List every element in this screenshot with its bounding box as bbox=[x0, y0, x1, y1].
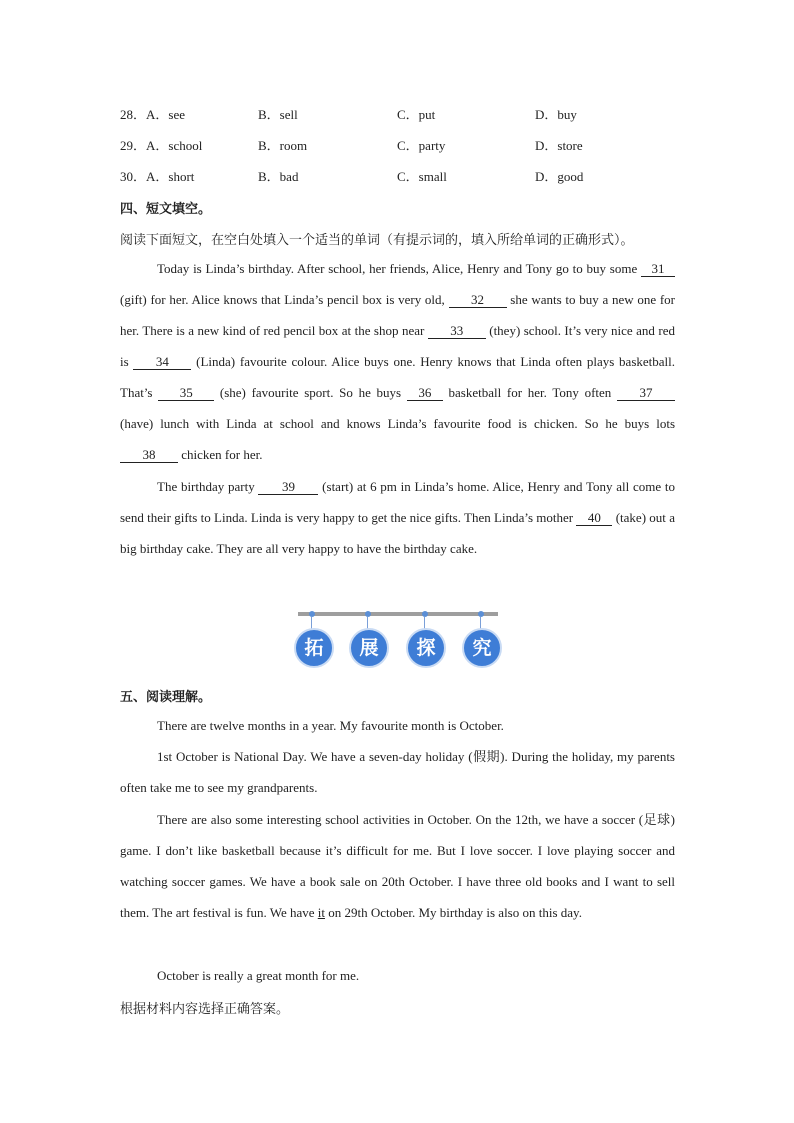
reading-paragraph-3 bbox=[120, 804, 675, 928]
reading-paragraph-2: 1st October is National Day. We have a seven-day holiday (假期). During the holiday, my parents often take me to see my grandparents. bbox=[120, 749, 675, 795]
banner-char-2: 展 bbox=[349, 628, 389, 668]
option-d[interactable]: D．good bbox=[535, 169, 584, 184]
option-b[interactable]: B．bad bbox=[258, 169, 299, 184]
passage-text: basketball for her. Tony often bbox=[442, 385, 618, 400]
section-5-heading: 五、阅读理解。 bbox=[120, 690, 212, 705]
banner-dot bbox=[365, 611, 371, 617]
section-4-instruction: 阅读下面短文，在空白处填入一个适当的单词（有提示词的，填入所给单词的正确形式）。 bbox=[120, 233, 634, 248]
option-a[interactable]: A．school bbox=[146, 138, 203, 153]
passage-text: (she) favourite sport. So he buys bbox=[214, 385, 407, 400]
blank-35[interactable]: 35 bbox=[158, 385, 214, 401]
passage-text: Today is Linda’s birthday. After school, her friends, Alice, Henry and Tony go to buy some bbox=[157, 261, 641, 276]
blank-33[interactable]: 33 bbox=[428, 323, 486, 339]
blank-38[interactable]: 38 bbox=[120, 447, 178, 463]
blank-39[interactable]: 39 bbox=[258, 479, 318, 495]
option-a[interactable]: A．see bbox=[146, 107, 185, 122]
passage-text: (they) school. It’s very nice and red is bbox=[120, 323, 675, 369]
banner-char-4: 究 bbox=[462, 628, 502, 668]
cloze-paragraph-2 bbox=[120, 471, 675, 564]
banner-char-3: 探 bbox=[406, 628, 446, 668]
passage-text: (gift) for her. Alice knows that Linda’s pencil box is very old, bbox=[120, 292, 449, 307]
option-c[interactable]: C．put bbox=[397, 107, 436, 122]
banner-bar bbox=[298, 612, 498, 616]
banner-dot bbox=[478, 611, 484, 617]
option-d[interactable]: D．buy bbox=[535, 107, 577, 122]
passage-text: There are also some interesting school activities in October. On the 12th, we have a soccer (足球) game. I don’t like basketball because it’s difficult for me. But I love soccer. I love playing soccer and watching soccer games. We have a book sale on 20th October. I have three old books and I want to sell them. The art festival is fun. We have bbox=[120, 812, 675, 920]
option-d[interactable]: D．store bbox=[535, 138, 583, 153]
blank-34[interactable]: 34 bbox=[133, 354, 191, 370]
section-4-heading: 四、短文填空。 bbox=[120, 202, 212, 217]
passage-text: she wants to buy a new one for her. There is a new kind of red pencil box at the shop near bbox=[120, 292, 675, 338]
passage-text: (take) out a big birthday cake. They are all very happy to have the birthday cake. bbox=[120, 510, 675, 556]
underlined-word-it: it bbox=[317, 905, 325, 920]
blank-32[interactable]: 32 bbox=[449, 292, 507, 308]
option-b[interactable]: B．sell bbox=[258, 107, 298, 122]
blank-37[interactable]: 37 bbox=[617, 385, 675, 401]
cloze-paragraph-1 bbox=[120, 253, 675, 470]
blank-31[interactable]: 31 bbox=[641, 261, 675, 277]
passage-text: chicken for her. bbox=[178, 447, 263, 462]
option-a[interactable]: A．short bbox=[146, 169, 195, 184]
option-b[interactable]: B．room bbox=[258, 138, 308, 153]
passage-text: (start) at 6 pm in Linda’s home. Alice, Henry and Tony all come to send their gifts to Linda. Linda is very happy to get the nice gifts. Then Linda’s mother bbox=[120, 479, 675, 525]
reading-paragraph-4: October is really a great month for me. bbox=[157, 968, 360, 983]
blank-36[interactable]: 36 bbox=[407, 385, 443, 401]
question-number: 29． bbox=[120, 138, 147, 153]
banner-dot bbox=[309, 611, 315, 617]
passage-text: (Linda) favourite colour. Alice buys one. Henry knows that Linda often plays basketball. That’s bbox=[120, 354, 676, 400]
extension-banner bbox=[294, 607, 504, 669]
question-number: 30． bbox=[120, 169, 147, 184]
banner-dot bbox=[422, 611, 428, 617]
blank-40[interactable]: 40 bbox=[576, 510, 612, 526]
option-c[interactable]: C．small bbox=[397, 169, 447, 184]
question-number: 28． bbox=[120, 107, 147, 122]
option-c[interactable]: C．party bbox=[397, 138, 446, 153]
reading-paragraph-1: There are twelve months in a year. My favourite month is October. bbox=[157, 718, 504, 733]
passage-text: (have) lunch with Linda at school and knows Linda’s favourite food is chicken. So he buys lots bbox=[120, 416, 675, 431]
passage-text: on 29th October. My birthday is also on this day. bbox=[324, 905, 582, 920]
section-5-instruction: 根据材料内容选择正确答案。 bbox=[120, 1002, 290, 1017]
passage-text: The birthday party bbox=[157, 479, 259, 494]
banner-char-1: 拓 bbox=[294, 628, 334, 668]
